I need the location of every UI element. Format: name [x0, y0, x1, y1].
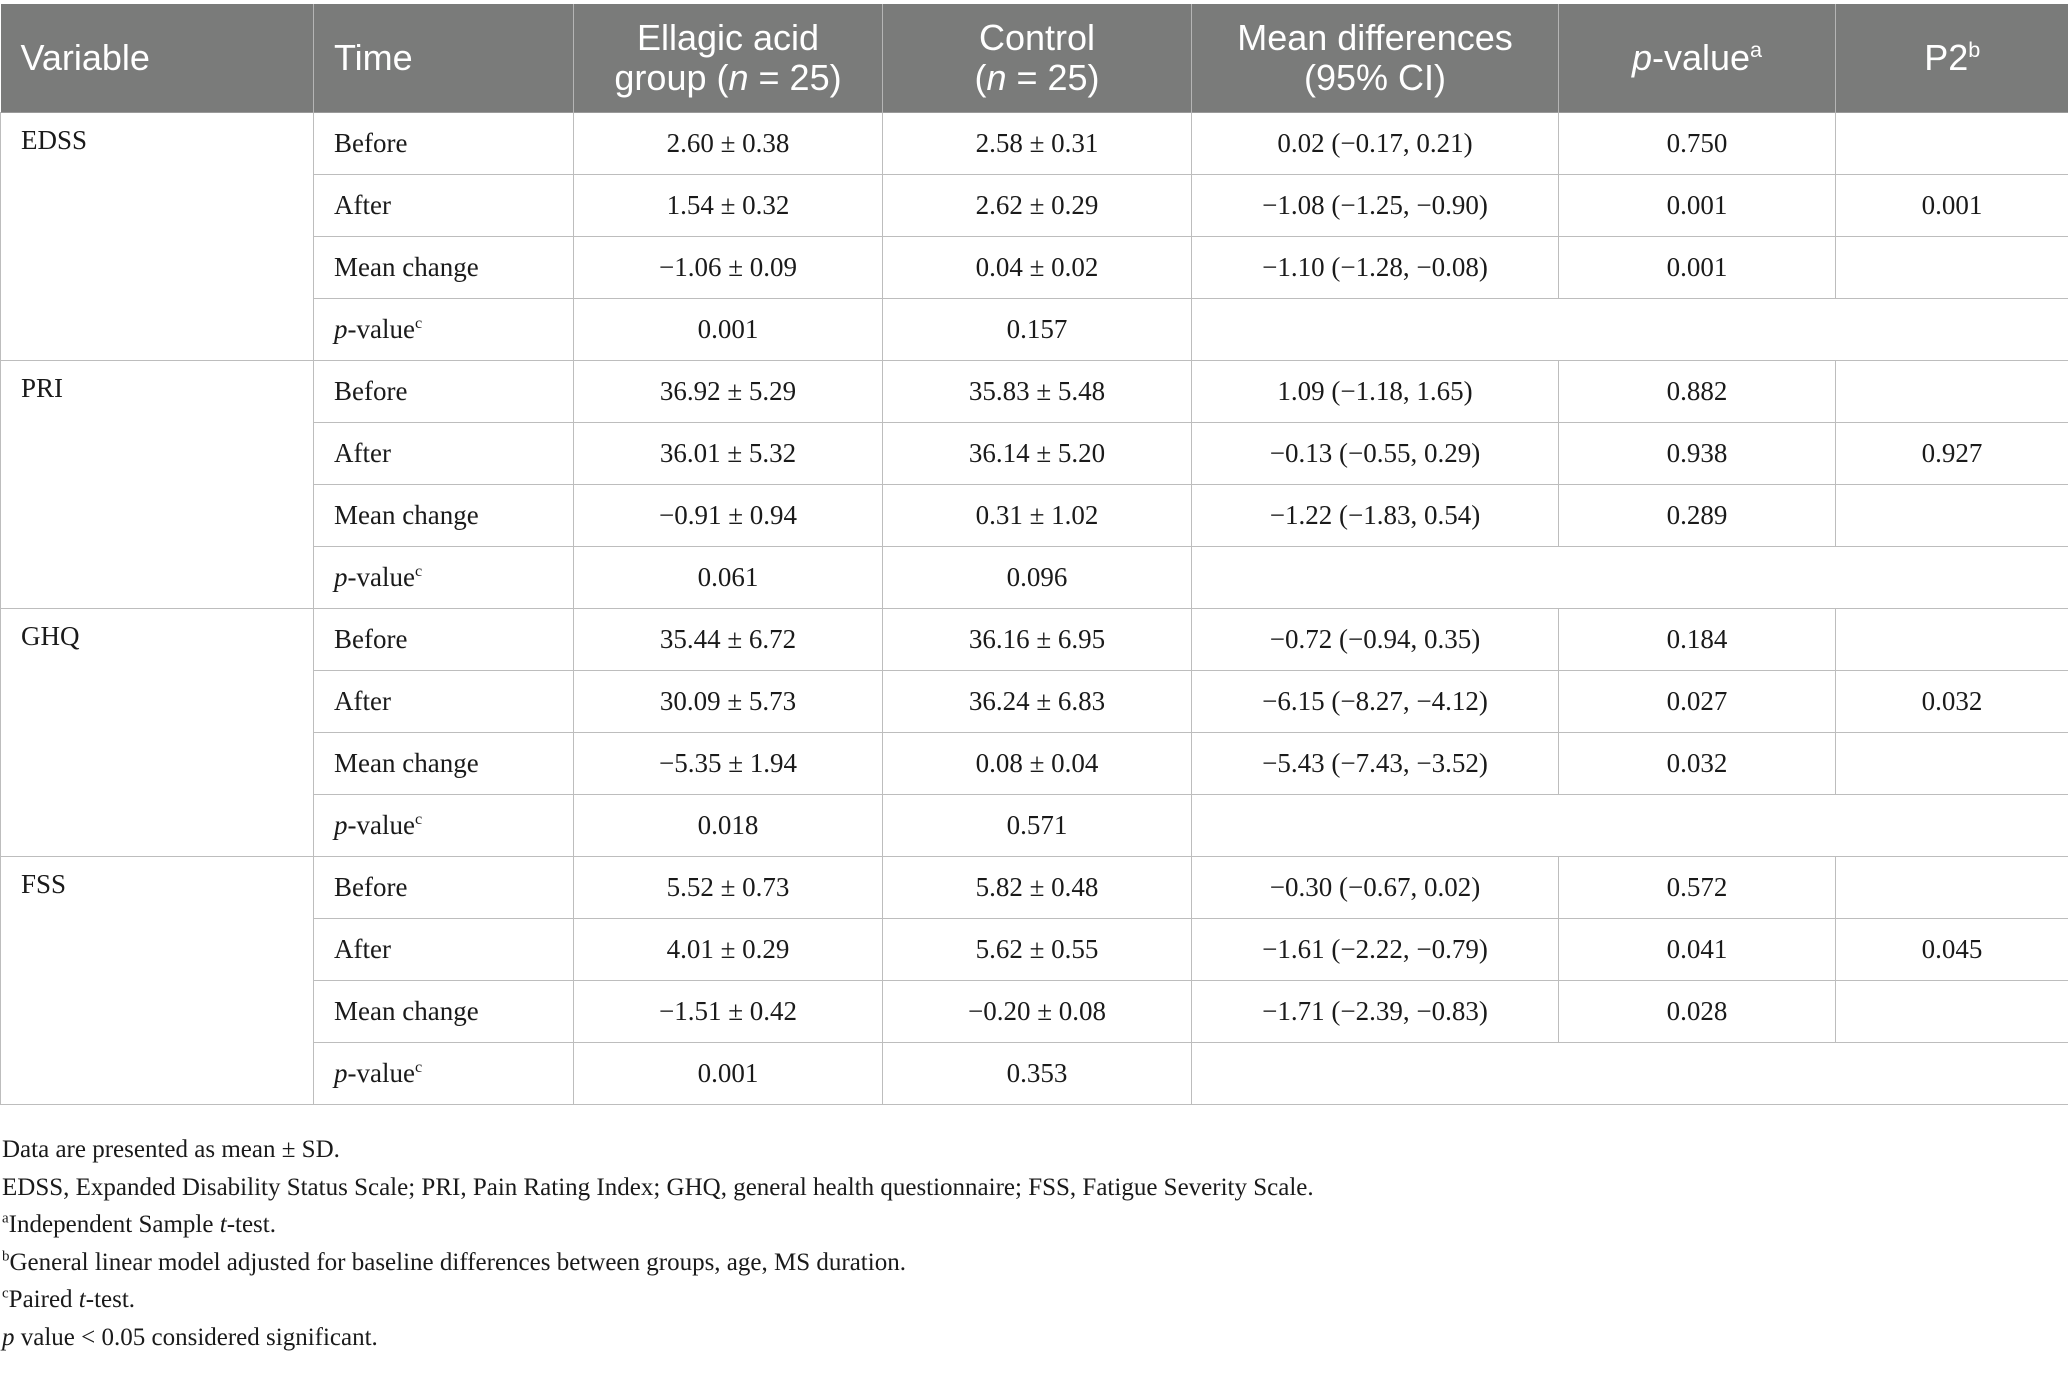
control-cell: 0.31 ± 1.02 [883, 485, 1192, 547]
p2-cell: 0.045 [1836, 919, 2068, 981]
header-control-line2: (n = 25) [974, 57, 1100, 98]
pvalue-cell: 0.750 [1559, 113, 1836, 175]
ellagic-cell: −0.91 ± 0.94 [574, 485, 883, 547]
header-ellagic [574, 4, 883, 113]
p2-cell [1836, 113, 2068, 175]
table-footnotes [2, 1131, 2052, 1356]
results-table [0, 4, 2068, 1105]
header-control [883, 4, 1192, 113]
pvalue-cell: 0.289 [1559, 485, 1836, 547]
pvalue-control-cell: 0.353 [883, 1043, 1192, 1105]
mean-diff-cell: −1.61 (−2.22, −0.79) [1192, 919, 1559, 981]
time-cell: After [314, 671, 574, 733]
p2-cell [1836, 361, 2068, 423]
header-mean-diff-line1: Mean differences [1237, 17, 1513, 58]
mean-diff-cell: −1.10 (−1.28, −0.08) [1192, 237, 1559, 299]
ellagic-cell: −1.06 ± 0.09 [574, 237, 883, 299]
time-cell: Mean change [314, 733, 574, 795]
pvalue-row-empty-cell [1192, 795, 2068, 857]
p2-cell [1836, 981, 2068, 1043]
p2-cell: 0.032 [1836, 671, 2068, 733]
footnote-abbreviations: EDSS, Expanded Disability Status Scale; PRI, Pain Rating Index; GHQ, general health questionnaire; FSS, Fatigue Severity Scale. [2, 1173, 1314, 1201]
control-cell: 2.62 ± 0.29 [883, 175, 1192, 237]
p2-cell [1836, 485, 2068, 547]
table-row [1, 361, 2068, 423]
control-cell: −0.20 ± 0.08 [883, 981, 1192, 1043]
time-cell: Mean change [314, 981, 574, 1043]
table-body [1, 113, 2068, 1105]
pvalue-ellagic-cell: 0.018 [574, 795, 883, 857]
time-cell: Mean change [314, 237, 574, 299]
pvalue-row-empty-cell [1192, 547, 2068, 609]
pvalue-control-cell: 0.571 [883, 795, 1192, 857]
pvalue-cell: 0.572 [1559, 857, 1836, 919]
pvalue-row-label: p-value$^c$ [314, 547, 574, 609]
pvalue-cell: 0.032 [1559, 733, 1836, 795]
time-cell: Before [314, 609, 574, 671]
ellagic-cell: 36.92 ± 5.29 [574, 361, 883, 423]
mean-diff-cell: −1.08 (−1.25, −0.90) [1192, 175, 1559, 237]
mean-diff-cell: −1.22 (−1.83, 0.54) [1192, 485, 1559, 547]
footnote-a: $^a$Independent Sample t-test. [2, 1210, 276, 1238]
pvalue-row-empty-cell [1192, 1043, 2068, 1105]
header-ellagic-line2: group (n = 25) [614, 57, 842, 98]
pvalue-cell: 0.882 [1559, 361, 1836, 423]
pvalue-cell: 0.938 [1559, 423, 1836, 485]
time-cell: Before [314, 361, 574, 423]
control-cell: 0.04 ± 0.02 [883, 237, 1192, 299]
p2-cell [1836, 609, 2068, 671]
footnote-c: $^c$Paired t-test. [2, 1285, 136, 1313]
mean-diff-cell: −6.15 (−8.27, −4.12) [1192, 671, 1559, 733]
control-cell: 5.82 ± 0.48 [883, 857, 1192, 919]
header-ellagic-line1: Ellagic acid [636, 17, 820, 58]
header-mean-diff [1192, 4, 1559, 113]
ellagic-cell: 1.54 ± 0.32 [574, 175, 883, 237]
footnote-mean-sd: Data are presented as mean ± SD. [2, 1136, 340, 1163]
control-cell: 36.16 ± 6.95 [883, 609, 1192, 671]
time-cell: Before [314, 857, 574, 919]
control-cell: 36.24 ± 6.83 [883, 671, 1192, 733]
header-p2: P2$^b$ [1836, 4, 2068, 113]
mean-diff-cell: 1.09 (−1.18, 1.65) [1192, 361, 1559, 423]
time-cell: After [314, 423, 574, 485]
ellagic-cell: 30.09 ± 5.73 [574, 671, 883, 733]
control-cell: 35.83 ± 5.48 [883, 361, 1192, 423]
pvalue-cell: 0.001 [1559, 237, 1836, 299]
pvalue-row-label: p-value$^c$ [314, 795, 574, 857]
footnote-significance: p value < 0.05 considered significant. [2, 1323, 378, 1351]
ellagic-cell: 36.01 ± 5.32 [574, 423, 883, 485]
pvalue-ellagic-cell: 0.001 [574, 1043, 883, 1105]
mean-diff-cell: −1.71 (−2.39, −0.83) [1192, 981, 1559, 1043]
p2-cell [1836, 733, 2068, 795]
pvalue-ellagic-cell: 0.001 [574, 299, 883, 361]
header-time: Time [314, 4, 574, 113]
footnote-b: $^b$General linear model adjusted for baseline differences between groups, age, MS duration. [2, 1248, 906, 1276]
ellagic-cell: −1.51 ± 0.42 [574, 981, 883, 1043]
control-cell: 36.14 ± 5.20 [883, 423, 1192, 485]
ellagic-cell: 35.44 ± 6.72 [574, 609, 883, 671]
header-pvalue: p-value$^a$ [1559, 4, 1836, 113]
time-cell: Before [314, 113, 574, 175]
header-control-line1: Control [978, 17, 1096, 58]
ellagic-cell: 2.60 ± 0.38 [574, 113, 883, 175]
mean-diff-cell: 0.02 (−0.17, 0.21) [1192, 113, 1559, 175]
ellagic-cell: 4.01 ± 0.29 [574, 919, 883, 981]
control-cell: 5.62 ± 0.55 [883, 919, 1192, 981]
mean-diff-cell: −0.30 (−0.67, 0.02) [1192, 857, 1559, 919]
pvalue-row-label: p-value$^c$ [314, 1043, 574, 1105]
variable-cell: PRI [1, 361, 314, 609]
pvalue-cell: 0.028 [1559, 981, 1836, 1043]
pvalue-row-empty-cell [1192, 299, 2068, 361]
ellagic-cell: 5.52 ± 0.73 [574, 857, 883, 919]
variable-cell: GHQ [1, 609, 314, 857]
control-cell: 2.58 ± 0.31 [883, 113, 1192, 175]
p2-cell [1836, 237, 2068, 299]
mean-diff-cell: −0.72 (−0.94, 0.35) [1192, 609, 1559, 671]
time-cell: Mean change [314, 485, 574, 547]
time-cell: After [314, 175, 574, 237]
mean-diff-cell: −5.43 (−7.43, −3.52) [1192, 733, 1559, 795]
pvalue-row-label: p-value$^c$ [314, 299, 574, 361]
p2-cell [1836, 857, 2068, 919]
table-row [1, 113, 2068, 175]
p2-cell: 0.001 [1836, 175, 2068, 237]
time-cell: After [314, 919, 574, 981]
table-row [1, 857, 2068, 919]
pvalue-control-cell: 0.157 [883, 299, 1192, 361]
header-row [1, 4, 2068, 113]
pvalue-control-cell: 0.096 [883, 547, 1192, 609]
pvalue-ellagic-cell: 0.061 [574, 547, 883, 609]
header-mean-diff-line2: (95% CI) [1303, 57, 1447, 98]
p2-cell: 0.927 [1836, 423, 2068, 485]
variable-cell: EDSS [1, 113, 314, 361]
ellagic-cell: −5.35 ± 1.94 [574, 733, 883, 795]
table-row [1, 609, 2068, 671]
header-variable: Variable [1, 4, 314, 113]
variable-cell: FSS [1, 857, 314, 1105]
mean-diff-cell: −0.13 (−0.55, 0.29) [1192, 423, 1559, 485]
pvalue-cell: 0.027 [1559, 671, 1836, 733]
control-cell: 0.08 ± 0.04 [883, 733, 1192, 795]
pvalue-cell: 0.041 [1559, 919, 1836, 981]
pvalue-cell: 0.184 [1559, 609, 1836, 671]
pvalue-cell: 0.001 [1559, 175, 1836, 237]
